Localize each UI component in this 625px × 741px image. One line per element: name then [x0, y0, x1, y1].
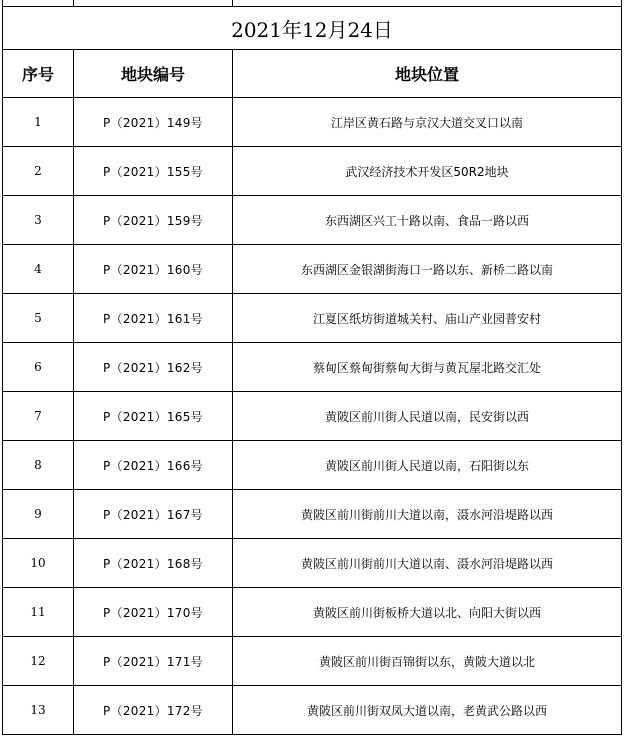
table-row: [3, 588, 622, 637]
row-code: P（2021）167号: [74, 490, 233, 539]
row-location: 黄陂区前川街人民道以南，民安街以西: [233, 392, 622, 441]
row-seq: 2: [3, 147, 74, 196]
land-parcel-sheet: [2, 0, 621, 735]
row-seq: 7: [3, 392, 74, 441]
row-location: 黄陂区前川街人民道以南，石阳街以东: [233, 441, 622, 490]
row-location: 黄陂区前川街双凤大道以南，老黄武公路以西: [233, 686, 622, 735]
table-row: [3, 441, 622, 490]
header-location: 地块位置: [233, 50, 622, 98]
table-row: [3, 490, 622, 539]
row-seq: 10: [3, 539, 74, 588]
row-code: P（2021）168号: [74, 539, 233, 588]
row-location: 蔡甸区蔡甸街蔡甸大街与黄瓦屋北路交汇处: [233, 343, 622, 392]
row-seq: 1: [3, 98, 74, 147]
row-code: P（2021）166号: [74, 441, 233, 490]
row-seq: 9: [3, 490, 74, 539]
header-code: 地块编号: [74, 50, 233, 98]
row-code: P（2021）161号: [74, 294, 233, 343]
row-location: 江夏区纸坊街道城关村、庙山产业园普安村: [233, 294, 622, 343]
table-title: 2021年12月24日: [3, 7, 622, 50]
table-row: [3, 637, 622, 686]
table-row: [3, 294, 622, 343]
row-location: 黄陂区前川街板桥大道以北、向阳大街以西: [233, 588, 622, 637]
title-row: [3, 7, 622, 50]
table-row: [3, 245, 622, 294]
header-seq: 序号: [3, 50, 74, 98]
row-location: 黄陂区前川街百锦街以东，黄陂大道以北: [233, 637, 622, 686]
row-seq: 11: [3, 588, 74, 637]
row-seq: 4: [3, 245, 74, 294]
row-code: P（2021）170号: [74, 588, 233, 637]
row-location: 东西湖区金银湖街海口一路以东、新桥二路以南: [233, 245, 622, 294]
row-location: 武汉经济技术开发区50R2地块: [233, 147, 622, 196]
row-code: P（2021）155号: [74, 147, 233, 196]
table-row: [3, 98, 622, 147]
row-location: 东西湖区兴工十路以南、食品一路以西: [233, 196, 622, 245]
header-row: [3, 50, 622, 98]
row-seq: 8: [3, 441, 74, 490]
table-row: [3, 147, 622, 196]
row-seq: 6: [3, 343, 74, 392]
table-row: [3, 343, 622, 392]
row-code: P（2021）171号: [74, 637, 233, 686]
row-seq: 3: [3, 196, 74, 245]
row-code: P（2021）165号: [74, 392, 233, 441]
row-seq: 12: [3, 637, 74, 686]
table-row: [3, 539, 622, 588]
table-row: [3, 686, 622, 735]
row-code: P（2021）162号: [74, 343, 233, 392]
row-location: 江岸区黄石路与京汉大道交叉口以南: [233, 98, 622, 147]
table-row: [3, 392, 622, 441]
row-location: 黄陂区前川街前川大道以南、滠水河沿堤路以西: [233, 539, 622, 588]
row-code: P（2021）149号: [74, 98, 233, 147]
row-code: P（2021）160号: [74, 245, 233, 294]
table-row: [3, 196, 622, 245]
row-code: P（2021）159号: [74, 196, 233, 245]
land-parcel-table: [2, 0, 622, 735]
row-seq: 13: [3, 686, 74, 735]
row-location: 黄陂区前川街前川大道以南，滠水河沿堤路以西: [233, 490, 622, 539]
row-seq: 5: [3, 294, 74, 343]
row-code: P（2021）172号: [74, 686, 233, 735]
